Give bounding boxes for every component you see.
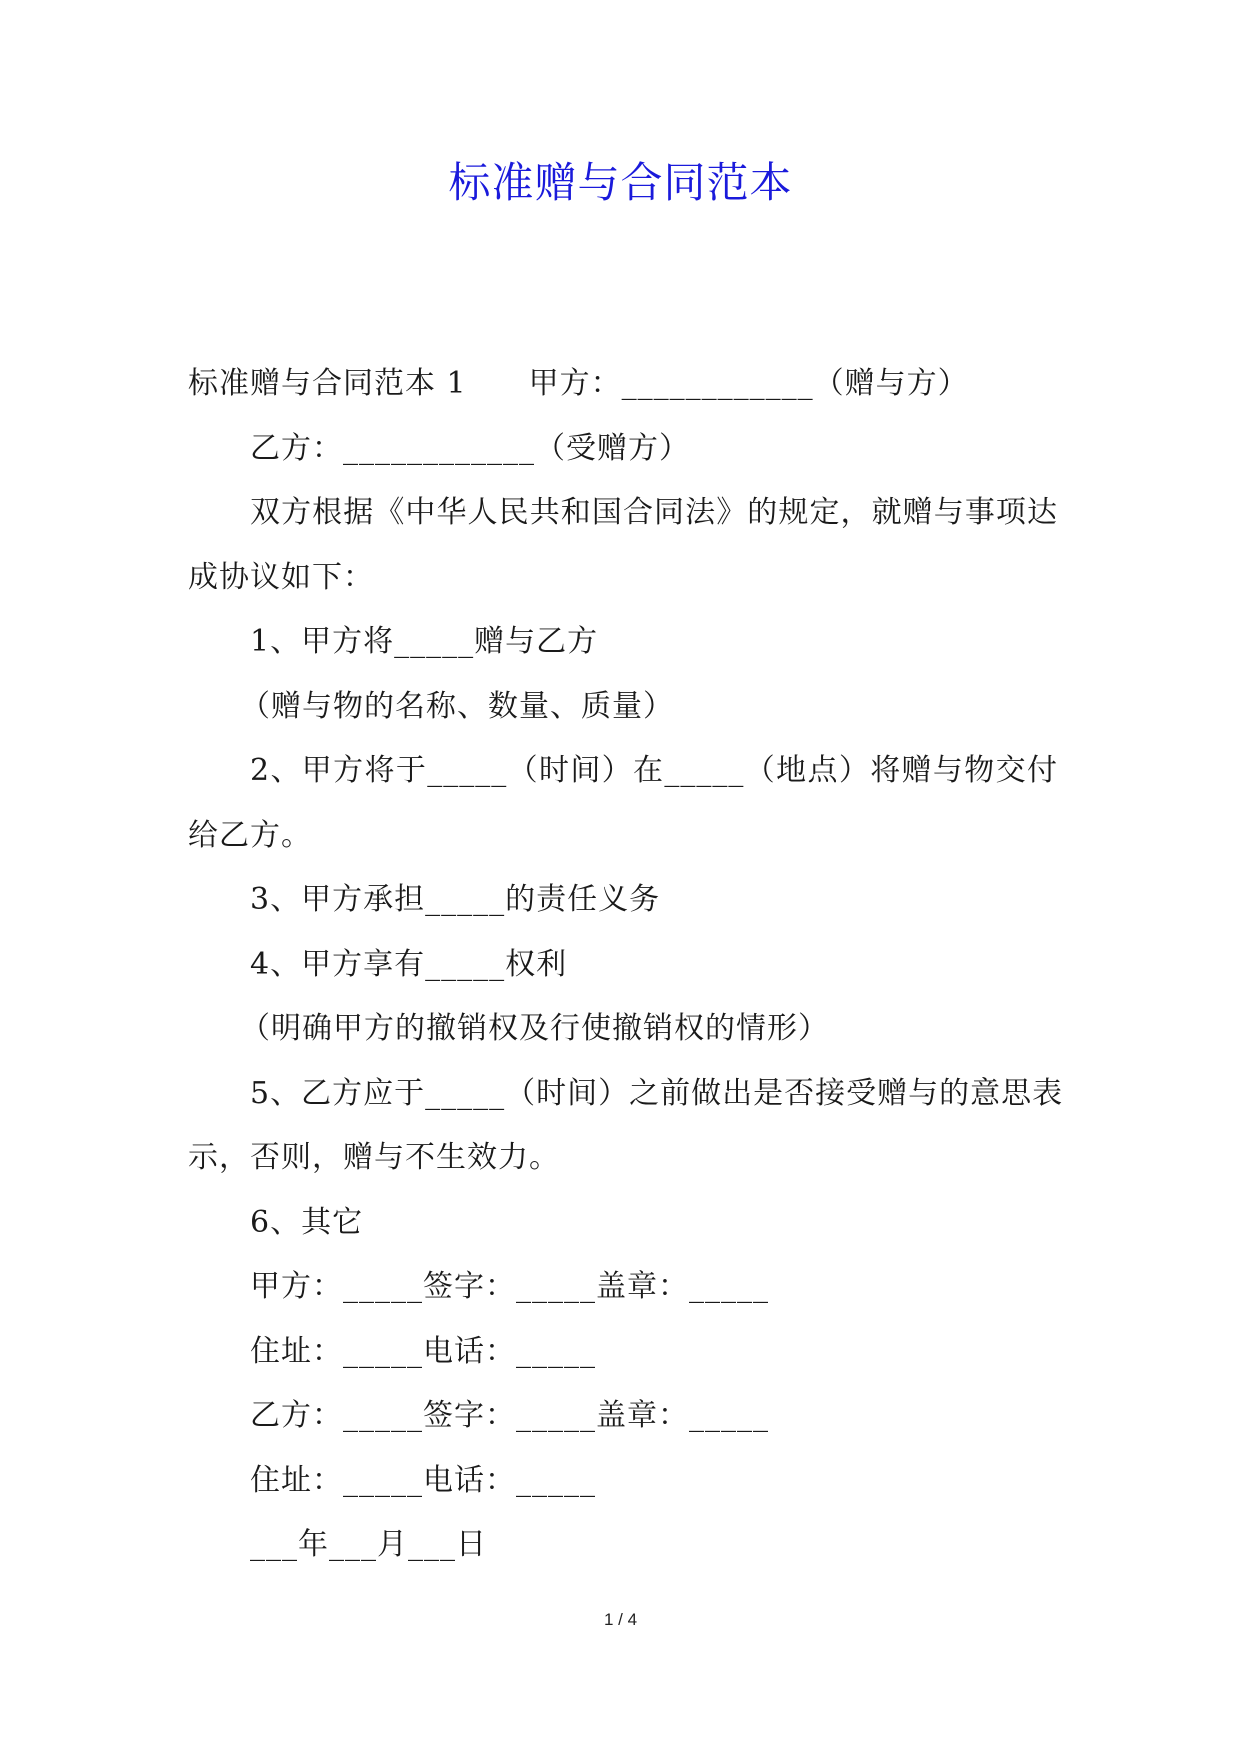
- party-a-line: 甲方：____________（赠与方）: [528, 366, 969, 401]
- clause-2-line-2: 给乙方。: [188, 817, 312, 853]
- line-1: [188, 352, 1058, 417]
- party-b-signature-line: 乙方：_____签字：_____盖章：_____: [250, 1398, 769, 1433]
- contract-heading: 标准赠与合同范本 1: [188, 366, 467, 401]
- clause-3: 3、甲方承担_____的责任义务: [250, 882, 661, 917]
- clause-1-note: （赠与物的名称、数量、质量）: [240, 688, 674, 724]
- intro-paragraph-line-1: 双方根据《中华人民共和国合同法》的规定，就赠与事项达: [250, 495, 1058, 530]
- party-a-address-line: 住址：_____电话：_____: [250, 1333, 596, 1369]
- party-b-line: 乙方：____________（受赠方）: [250, 430, 690, 466]
- page-number: 1 / 4: [603, 1610, 638, 1629]
- clause-5-line-2: 示，否则，赠与不生效力。: [188, 1140, 560, 1175]
- date-line: ___年___月___日: [250, 1527, 487, 1562]
- clause-1: 1、甲方将_____赠与乙方: [250, 624, 599, 659]
- clause-2-line-1: 2、甲方将于_____（时间）在_____（地点）将赠与物交付: [250, 753, 1058, 788]
- document-body: [188, 352, 1064, 1578]
- party-b-address-line: 住址：_____电话：_____: [250, 1462, 596, 1498]
- intro-paragraph-line-2: 成协议如下：: [188, 559, 374, 595]
- clause-6: 6、其它: [250, 1204, 364, 1240]
- party-a-signature-line: 甲方：_____签字：_____盖章：_____: [250, 1269, 769, 1304]
- clause-5-line-1: 5、乙方应于_____（时间）之前做出是否接受赠与的意思表: [250, 1075, 1064, 1111]
- clause-4: 4、甲方享有_____权利: [250, 946, 568, 982]
- document-title: 标准赠与合同范本: [448, 158, 793, 207]
- clause-4-note: （明确甲方的撤销权及行使撤销权的情形）: [240, 1011, 829, 1046]
